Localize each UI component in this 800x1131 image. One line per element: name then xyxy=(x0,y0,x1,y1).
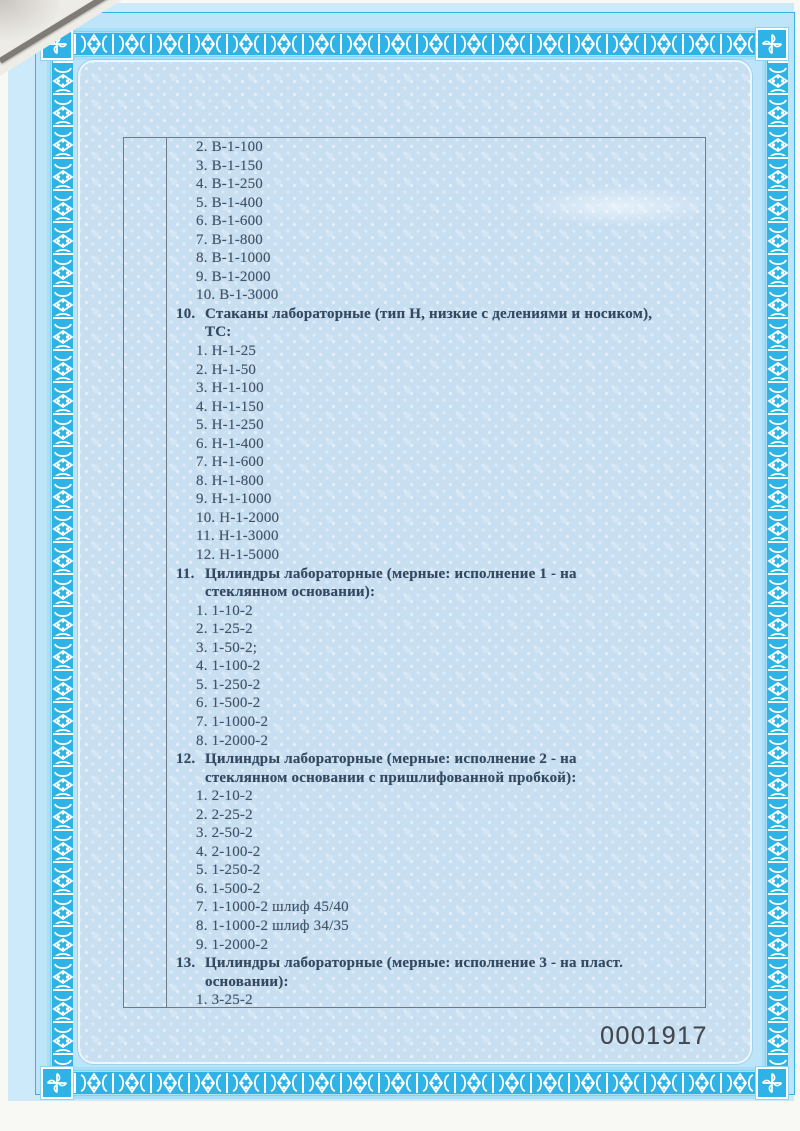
list-item: 8. 1-1000-2 шлиф 34/35 xyxy=(196,917,349,934)
list-item: 1. Н-1-25 xyxy=(196,343,257,360)
section-header-cont: стеклянном основании с пришлифованной пробкой): xyxy=(205,769,577,786)
ornament-border-bottom xyxy=(73,1067,756,1099)
section-number: 10. xyxy=(176,305,196,322)
list-item: 4. 1-100-2 xyxy=(196,658,261,675)
list-item: 9. В-1-2000 xyxy=(196,268,271,285)
list-item: 10. Н-1-2000 xyxy=(196,509,280,526)
list-item: 8. В-1-1000 xyxy=(196,250,271,267)
list-item: 11. Н-1-3000 xyxy=(196,528,279,545)
list-item: 8. 1-2000-2 xyxy=(196,732,269,749)
ornament-corner-bottom-left-icon xyxy=(41,1067,73,1099)
section-number: 12. xyxy=(176,751,196,768)
list-item: 7. 1-1000-2 шлиф 45/40 xyxy=(196,899,349,916)
list-item: 3. 2-50-2 xyxy=(196,825,253,842)
ornament-border-left xyxy=(41,60,73,1067)
section-header-cont: ТС: xyxy=(205,324,232,341)
section-title: Цилиндры лабораторные (мерные: исполнение 3 - на пласт. xyxy=(205,955,624,972)
section-header-cont: стеклянном основании): xyxy=(205,584,376,601)
list-item: 5. 1-250-2 xyxy=(196,862,261,879)
list-item: 2. 1-25-2 xyxy=(196,621,253,638)
section-title: Цилиндры лабораторные (мерные: исполнение 2 - на xyxy=(205,751,577,768)
list-item: 6. В-1-600 xyxy=(196,213,263,230)
list-item: 5. 1-250-2 xyxy=(196,676,261,693)
list-item: 6. 1-500-2 xyxy=(196,880,261,897)
ornament-corner-bottom-right-icon xyxy=(756,1067,788,1099)
list-item: 3. Н-1-100 xyxy=(196,380,264,397)
section-header xyxy=(176,305,701,324)
ornament-corner-top-right-icon xyxy=(756,28,788,60)
list-item: 5. Н-1-250 xyxy=(196,417,264,434)
list-item: 5. В-1-400 xyxy=(196,194,263,211)
section-number: 11. xyxy=(176,565,195,582)
section-header xyxy=(176,565,701,584)
section-title: Цилиндры лабораторные (мерные: исполнение 1 - на xyxy=(205,565,577,582)
ornament-border-right xyxy=(756,60,788,1067)
table-column-divider xyxy=(166,138,167,1007)
serial-number: 0001917 xyxy=(600,1022,708,1050)
list-item: 1. 2-10-2 xyxy=(196,788,253,805)
list-item: 2. Н-1-50 xyxy=(196,361,257,378)
equipment-list xyxy=(176,138,701,1010)
list-item: 6. Н-1-400 xyxy=(196,435,264,452)
section-header xyxy=(176,954,701,973)
list-item: 2. 2-25-2 xyxy=(196,806,253,823)
list-item: 1. 1-10-2 xyxy=(196,602,253,619)
list-item: 7. 1-1000-2 xyxy=(196,713,269,730)
section-header xyxy=(176,750,701,769)
list-item: 4. Н-1-150 xyxy=(196,398,264,415)
list-item: 3. В-1-150 xyxy=(196,157,263,174)
section-title: Стаканы лабораторные (тип Н, низкие с делениями и носиком), xyxy=(205,305,653,322)
list-item: 7. Н-1-600 xyxy=(196,454,264,471)
list-item: 8. Н-1-800 xyxy=(196,472,264,489)
list-item: 9. 1-2000-2 xyxy=(196,936,269,953)
list-item: 9. Н-1-1000 xyxy=(196,491,272,508)
list-item: 10. В-1-3000 xyxy=(196,287,279,304)
list-item: 4. В-1-250 xyxy=(196,176,263,193)
list-item: 3. 1-50-2; xyxy=(196,639,258,656)
list-item: 6. 1-500-2 xyxy=(196,695,261,712)
list-item: 7. В-1-800 xyxy=(196,231,263,248)
list-item: 12. Н-1-5000 xyxy=(196,547,280,564)
list-item: 1. 3-25-2 xyxy=(196,992,253,1009)
section-header-cont: основании): xyxy=(205,973,289,990)
ornament-border-top xyxy=(73,28,756,60)
list-item: 2. В-1-100 xyxy=(196,139,263,155)
list-item: 4. 2-100-2 xyxy=(196,843,261,860)
section-number: 13. xyxy=(176,955,196,972)
